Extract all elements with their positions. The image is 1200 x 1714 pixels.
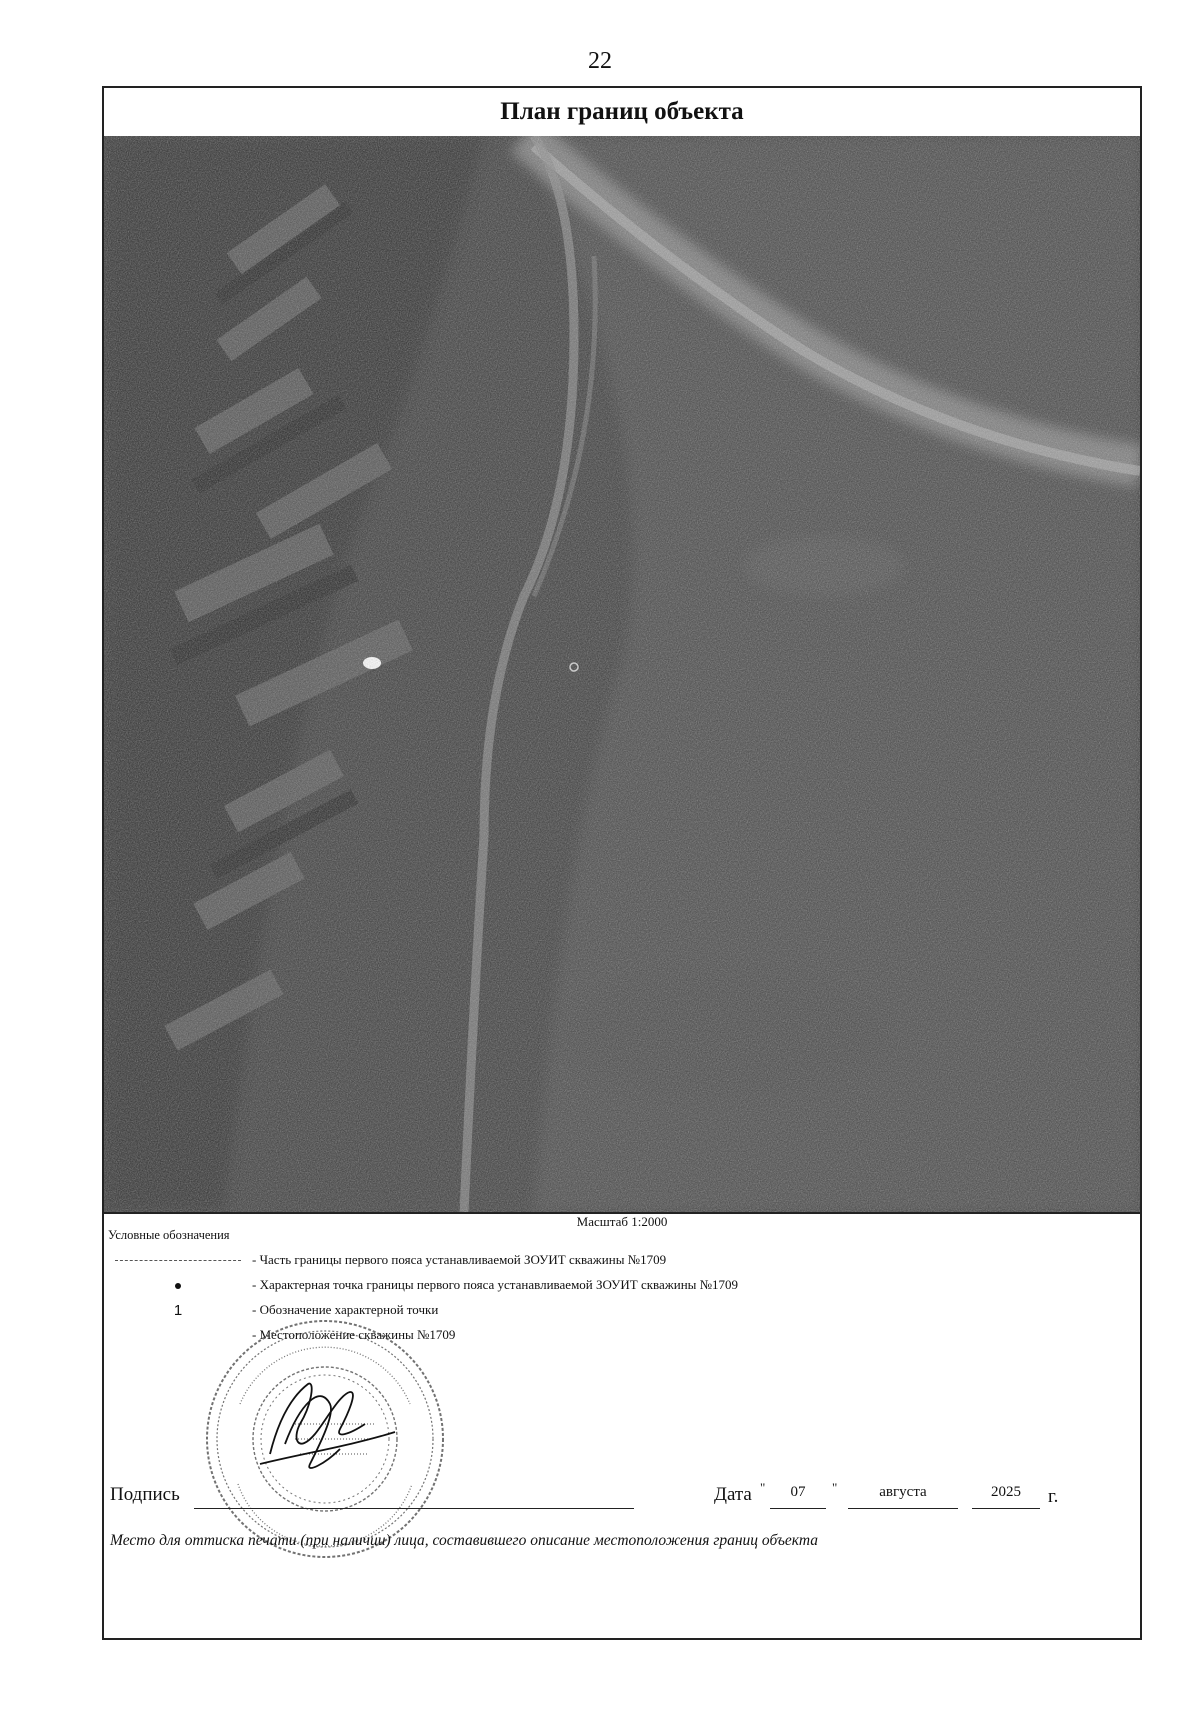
dashed-line-icon: [112, 1248, 244, 1273]
date-label: Дата: [714, 1484, 752, 1505]
aerial-map-image: [104, 136, 1140, 1212]
signature-row: [110, 1478, 1138, 1518]
close-quote: ": [832, 1480, 838, 1495]
legend-item-text: - Часть границы первого пояса устанавливаемой ЗОУИТ скважины №1709: [252, 1252, 667, 1267]
aerial-map[interactable]: [104, 136, 1140, 1214]
stamp-note: Место для оттиска печати (при наличии) лица, составившего описание местоположения границ объекта: [110, 1532, 818, 1549]
date-month-field[interactable]: августа: [848, 1484, 958, 1509]
dot-icon: [112, 1273, 244, 1298]
legend-item-text: - Местоположение скважины №1709: [252, 1327, 456, 1342]
legend-item-text: - Обозначение характерной точки: [252, 1302, 439, 1317]
handwritten-signature: [260, 1384, 395, 1468]
document-frame: [102, 86, 1142, 1640]
open-quote: ": [760, 1480, 766, 1495]
date-year-field[interactable]: 2025: [972, 1484, 1040, 1509]
point-number-symbol: 1: [173, 1302, 183, 1319]
signature-label: Подпись: [110, 1484, 180, 1505]
map-scale: Масштаб 1:2000: [576, 1214, 668, 1229]
legend-item-boundary-point: [104, 1273, 1140, 1298]
page-number: 22: [588, 48, 612, 74]
date-day-field[interactable]: 07: [770, 1484, 826, 1509]
official-seal-stamp: [200, 1314, 450, 1564]
page-title: План границ объекта: [104, 88, 1140, 138]
legend-item-boundary-line: [104, 1248, 1140, 1273]
signature-line[interactable]: [194, 1508, 634, 1509]
legend-title: Условные обозначения: [108, 1228, 230, 1242]
year-suffix: г.: [1048, 1486, 1059, 1507]
legend-item-text: - Характерная точка границы первого пояса устанавливаемой ЗОУИТ скважины №1709: [252, 1277, 739, 1292]
